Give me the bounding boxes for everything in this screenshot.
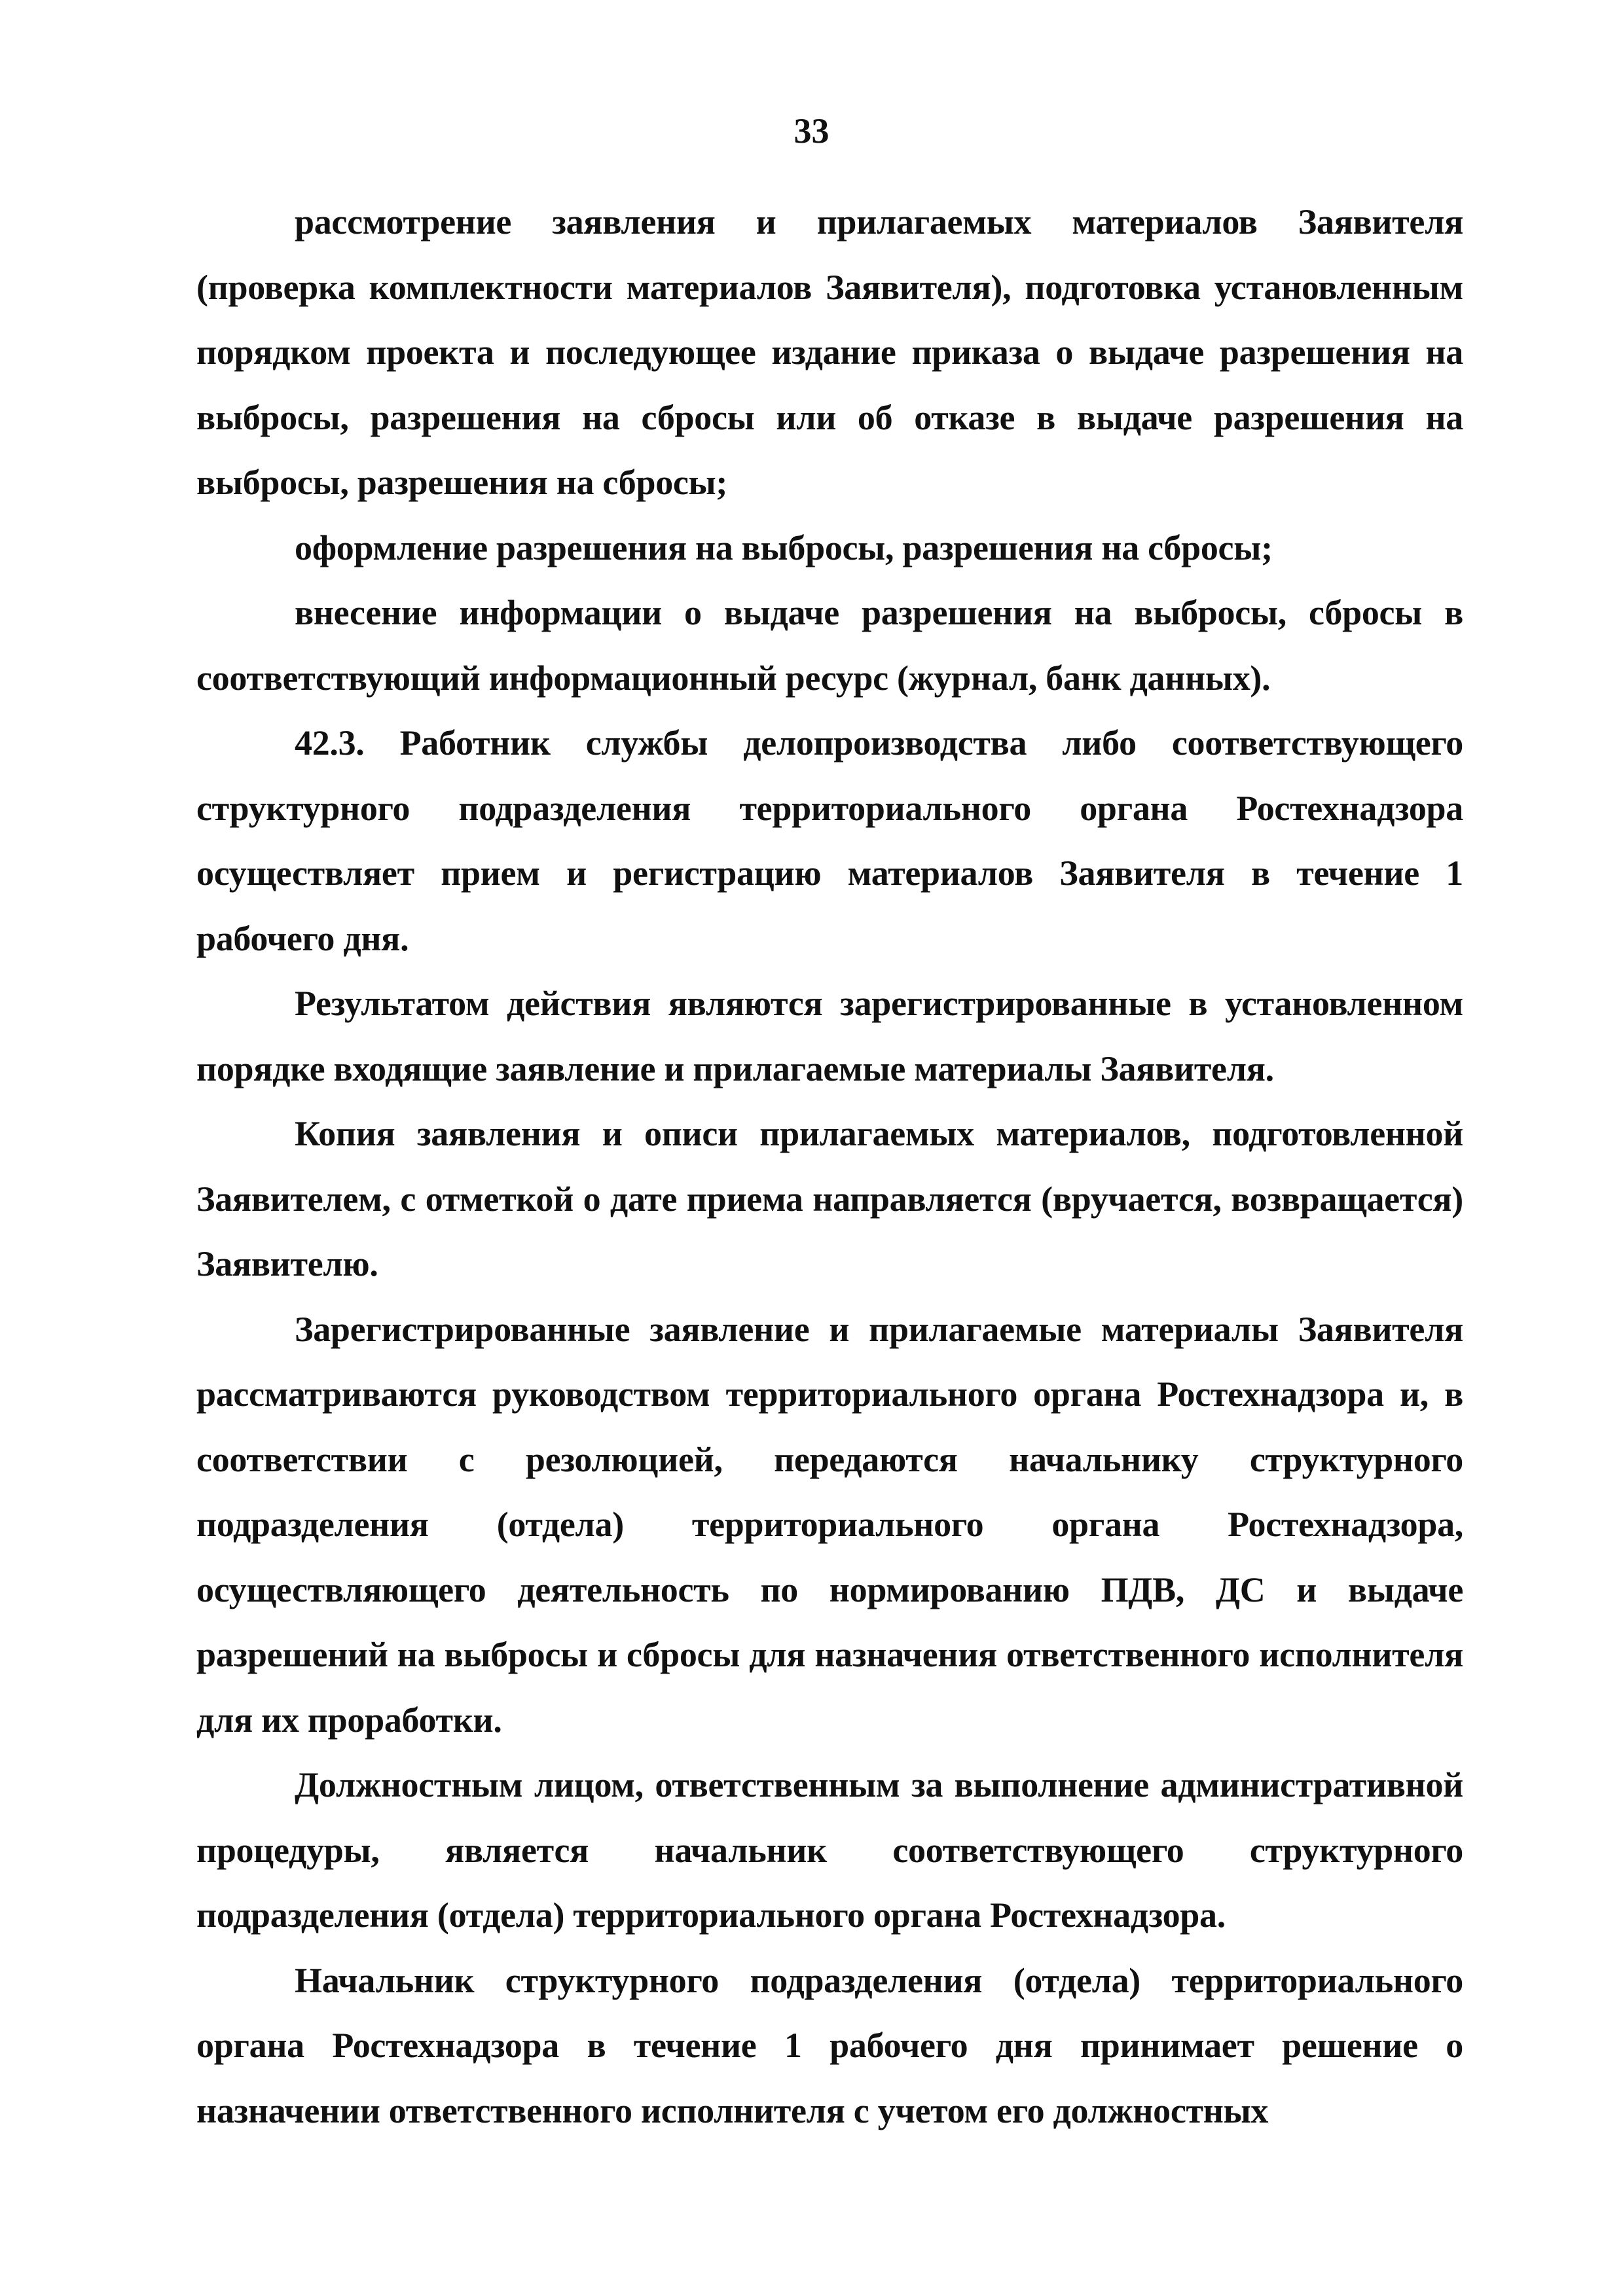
paragraph-review-materials: рассмотрение заявления и прилагаемых материалов Заявителя (проверка комплектности материалов Заявителя), подготовка установленным порядком проекта и последующее издание приказа о выдаче разрешения на выбросы, разрешения на сбросы или об отказе в выдаче разрешения на выбросы, разрешения на сбросы;	[196, 202, 1463, 502]
document-body	[196, 190, 1463, 2144]
paragraph-permit-issuance: оформление разрешения на выбросы, разрешения на сбросы;	[295, 528, 1273, 567]
page-number: 33	[793, 111, 830, 151]
paragraph-action-result: Результатом действия являются зарегистрированные в установленном порядке входящие заявление и прилагаемые материалы Заявителя.	[196, 984, 1463, 1088]
paragraph-head-decision: Начальник структурного подразделения (отдела) территориального органа Ростехнадзора в течение 1 рабочего дня принимает решение о назначении ответственного исполнителя с учетом его должностных	[196, 1960, 1463, 2130]
paragraph-42-3: 42.3. Работник службы делопроизводства либо соответствующего структурного подразделения территориального органа Ростехнадзора осуществляет прием и регистрацию материалов Заявителя в течение 1 рабочего дня.	[196, 723, 1463, 958]
paragraph-registered-review: Зарегистрированные заявление и прилагаемые материалы Заявителя рассматриваются руководством территориального органа Ростехнадзора и, в соответствии с резолюцией, передаются начальнику структурного подразделения (отдела) территориального органа Ростехнадзора, осуществляющего деятельность по нормированию ПДВ, ДС и выдаче разрешений на выбросы и сбросы для назначения ответственного исполнителя для их проработки.	[196, 1309, 1463, 1740]
paragraph-copy-returned: Копия заявления и описи прилагаемых материалов, подготовленной Заявителем, с отметкой о дате приема направляется (вручается, возвращается) Заявителю.	[196, 1114, 1463, 1283]
paragraph-responsible-official: Должностным лицом, ответственным за выполнение административной процедуры, является начальник соответствующего структурного подразделения (отдела) территориального органа Ростехнадзора.	[196, 1765, 1463, 1935]
paragraph-info-entry: внесение информации о выдаче разрешения на выбросы, сбросы в соответствующий информационный ресурс (журнал, банк данных).	[196, 593, 1463, 698]
